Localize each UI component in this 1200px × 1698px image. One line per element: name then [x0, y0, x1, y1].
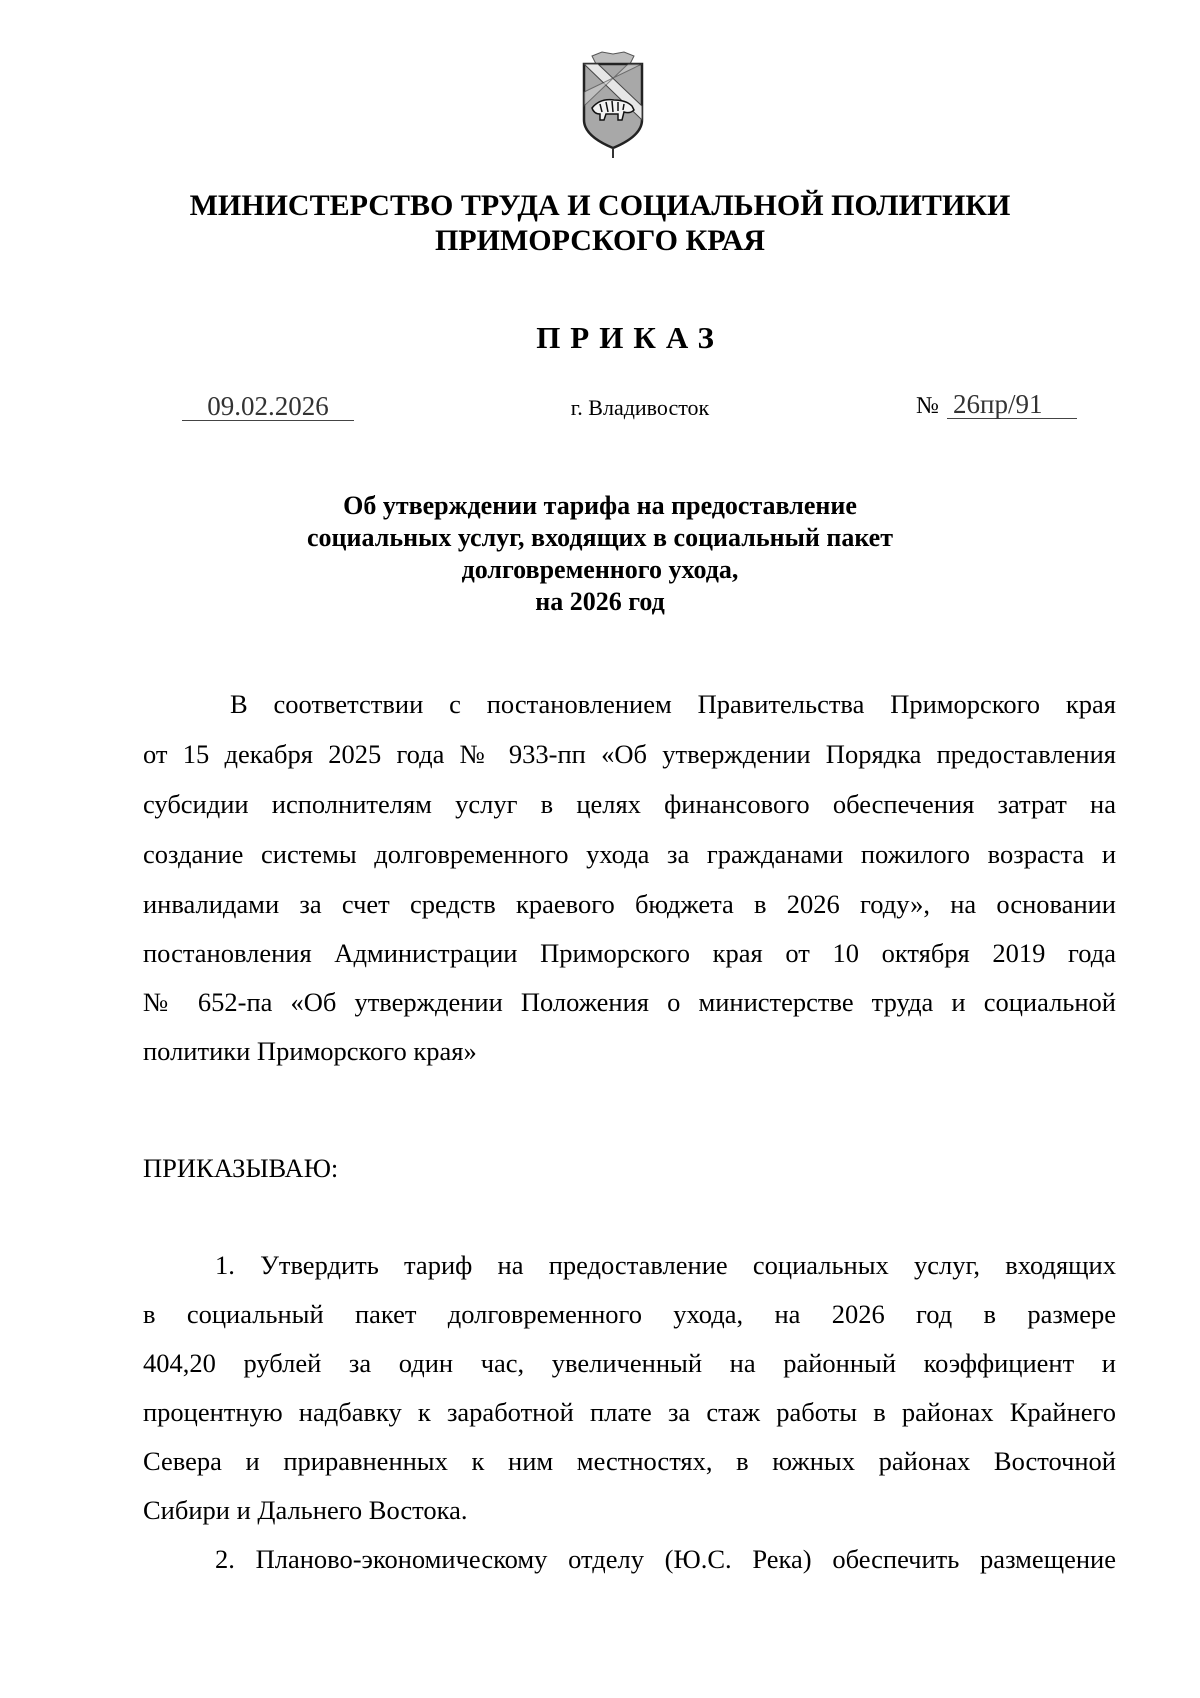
item-1-line: процентную надбавку к заработной плате за стаж работы в районах Крайнего	[143, 1397, 1116, 1427]
preamble-line: В соответствии с постановлением Правительства Приморского края	[230, 689, 1116, 719]
item-2-line: 2. Планово-экономическому отделу (Ю.С. Река) обеспечить размещение	[215, 1544, 1116, 1574]
order-city: г. Владивосток	[570, 395, 710, 420]
subject-line: социальных услуг, входящих в социальный пакет	[307, 523, 893, 552]
item-1-line: 404,20 рублей за один час, увеличенный на районный коэффициент и	[143, 1348, 1116, 1378]
subject-line: долговременного ухода,	[461, 555, 739, 584]
ministry-name-line-2: ПРИМОРСКОГО КРАЯ	[434, 224, 766, 257]
order-word: ПРИКАЗЫВАЮ:	[143, 1153, 339, 1183]
item-1-line: в социальный пакет долговременного ухода, на 2026 год в размере	[143, 1299, 1116, 1329]
preamble-line: № 652-па «Об утверждении Положения о министерстве труда и социальной	[143, 987, 1116, 1017]
preamble-line: политики Приморского края»	[143, 1036, 477, 1066]
preamble-line: постановления Администрации Приморского края от 10 октября 2019 года	[143, 938, 1116, 968]
item-1-line: Сибири и Дальнего Востока.	[143, 1495, 468, 1525]
item-1-line: Севера и приравненных к ним местностях, в южных районах Восточной	[143, 1446, 1116, 1476]
subject-line: на 2026 год	[535, 587, 665, 616]
preamble-line: создание системы долговременного ухода за гражданами пожилого возраста и	[143, 839, 1116, 869]
preamble-line: от 15 декабря 2025 года № 933-пп «Об утверждении Порядка предоставления	[143, 739, 1116, 769]
preamble-line: инвалидами за счет средств краевого бюджета в 2026 году», на основании	[143, 889, 1116, 919]
item-1-line: 1. Утвердить тариф на предоставление социальных услуг, входящих	[215, 1250, 1116, 1280]
preamble-line: субсидии исполнителям услуг в целях финансового обеспечения затрат на	[143, 789, 1116, 819]
subject-line: Об утверждении тарифа на предоставление	[343, 491, 857, 520]
ministry-name-line-1: МИНИСТЕРСТВО ТРУДА И СОЦИАЛЬНОЙ ПОЛИТИКИ	[189, 189, 1011, 222]
number-sign: №	[916, 393, 939, 419]
coat-of-arms-icon	[578, 50, 648, 160]
order-date: 09.02.2026	[182, 392, 354, 421]
document-type-title: ПРИКАЗ	[536, 320, 724, 355]
order-number: 26пр/91	[947, 390, 1077, 419]
